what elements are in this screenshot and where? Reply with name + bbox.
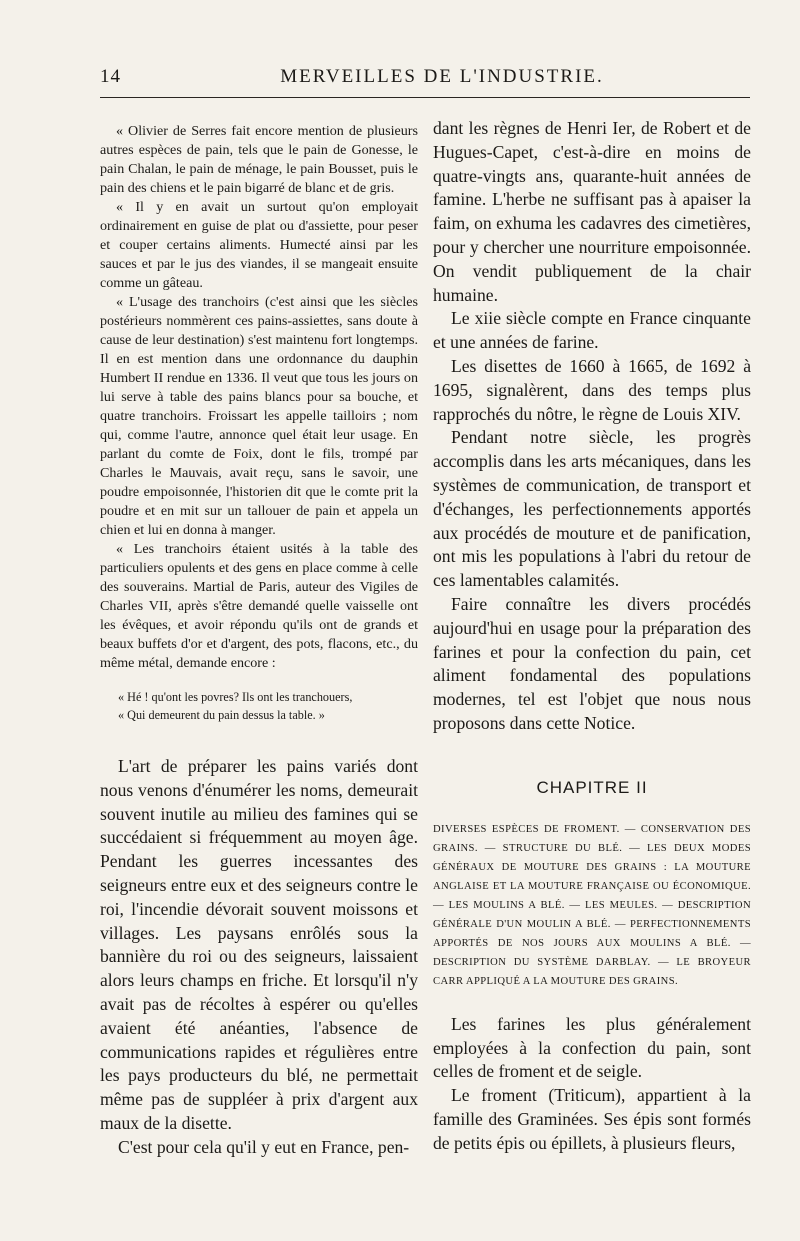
left-column bbox=[100, 122, 418, 1160]
body-text bbox=[433, 117, 751, 736]
body-paragraph: Le xiie siècle compte en France cinquante et une années de farine. bbox=[433, 308, 751, 353]
quote-paragraph: « Les tranchoirs étaient usités à la table des particuliers opulents et des gens en place comme à celle des souverains. Martial de Paris, auteur des Vigiles de Charles VII, après s'être demandé quelle vaisselle ont les évêques, et avoir répondu qu'ils ont de grands et beaux buffets d'or et d'argent, des pots, flacons, etc., du même métal, demande encore : bbox=[100, 541, 418, 671]
body-paragraph: Faire connaître les divers procédés aujourd'hui en usage pour la préparation des farines et pour la confection du pain, cet aliment fondamental des populations modernes, tel est l'objet que nous nous proposons dans cette Notice. bbox=[433, 593, 751, 733]
body-paragraph: L'art de préparer les pains variés dont nous venons d'énumérer les noms, demeurait souvent inutile au milieu des famines qui se succédaient si fréquemment au moyen âge. Pendant les guerres incessantes des seigneurs entre eux et des seigneurs contre le roi, l'incendie dévorait souvent moissons et villages. Les paysans enrôlés sous la bannière du roi ou des seigneurs, laissaient alors leurs champs en friche. Et lorsqu'il n'y avait pas de récoltes à espérer ou qu'elles avaient été anéanties, l'absence de communications rapides et régulières entre les pays producteurs du blé, ne permettait même pas de suppléer à prix d'argent aux maux de la disette. bbox=[100, 756, 418, 1133]
body-text bbox=[100, 755, 418, 1160]
chapter-title: CHAPITRE II bbox=[536, 777, 648, 797]
body-paragraph: Les disettes de 1660 à 1665, de 1692 à 1695, signalèrent, dans des temps plus rapprochés du nôtre, le règne de Louis XIV. bbox=[433, 355, 751, 424]
body-paragraph: Le froment (Triticum), appartient à la famille des Graminées. Ses épis sont formés de petits épis ou épillets, à plusieurs fleurs, bbox=[433, 1085, 751, 1153]
verse-line: « Qui demeurent du pain dessus la table. » bbox=[118, 708, 325, 722]
running-head: MERVEILLES DE L'INDUSTRIE. bbox=[280, 66, 604, 87]
body-paragraph: dant les règnes de Henri Ier, de Robert et de Hugues-Capet, c'est-à-dire en moins de quatre-vingts ans, quarante-huit années de famine. L'herbe ne suffisant pas à apaiser la faim, on exhuma les cadavres des cimetières, pour y chercher une nourriture empoisonnée. On vendit publiquement de la chair humaine. bbox=[433, 118, 751, 305]
quote-paragraph: « L'usage des tranchoirs (c'est ainsi que les siècles postérieurs nommèrent ces pains-assiettes, sans doute à cause de leur destination) s'est maintenu fort longtemps. Il en est mention dans une ordonnance du dauphin Humbert II rendue en 1336. Il veut que tous les jours on lui serve à table des pains blancs pour sa bouche, et quatre tranchoirs. Froissart les appelle tailloirs ; nom qui, comme l'autre, annonce quel était leur usage. En parlant du comte de Foix, dont le fils, trompé par Charles le Mauvais, avait reçu, sans le savoir, une poudre empoisonnée, l'historien dit que le comte prit la poudre et en mit sur un tallouer de pain et appela un chien et lui en donna à manger. bbox=[100, 294, 418, 538]
quote-paragraph: « Olivier de Serres fait encore mention de plusieurs autres espèces de pain, tels que le pain de Gonesse, le pain Chalan, le pain de ménage, le pain Bousset, puis le pain des chiens et le pain bigarré de blanc et de gris. bbox=[100, 123, 418, 196]
verse-line: « Hé ! qu'ont les povres? Ils ont les tranchouers, bbox=[118, 690, 353, 704]
right-column bbox=[433, 117, 751, 1156]
page-number: 14 bbox=[100, 66, 121, 87]
body-paragraph: Les farines les plus généralement employées à la confection du pain, sont celles de froment et de seigle. bbox=[433, 1013, 751, 1082]
header-rule bbox=[100, 97, 750, 98]
verse-quote bbox=[100, 688, 418, 724]
quoted-passage bbox=[100, 122, 418, 673]
chapter-summary: DIVERSES ESPÈCES DE FROMENT. — CONSERVATION DES GRAINS. — STRUCTURE DU BLÉ. — LES DEUX MODES GÉNÉRAUX DE MOUTURE DES GRAINS : LA MOUTURE ANGLAISE ET LA MOUTURE FRANÇAISE OU ÉCONOMIQUE. — LES MOULINS A BLÉ. — LES MEULES. — DESCRIPTION GÉNÉRALE D'UN MOULIN A BLÉ. — PERFECTIONNEMENTS APPORTÉS DE NOS JOURS AUX MOULINS A BLÉ. — DESCRIPTION DU SYSTÈME DARBLAY. — LE BROYEUR CARR APPLIQUÉ A LA MOUTURE DES GRAINS. bbox=[433, 823, 751, 987]
body-paragraph: Pendant notre siècle, les progrès accomplis dans les arts mécaniques, dans les systèmes de communication, de transport et d'échanges, les perfectionnements apportés aux procédés de mouture et de panification, ont mis les populations à l'abri du retour de ces lamentables calamités. bbox=[433, 427, 751, 591]
body-paragraph: C'est pour cela qu'il y eut en France, pen- bbox=[118, 1136, 410, 1157]
body-text bbox=[433, 1013, 751, 1156]
quote-paragraph: « Il y en avait un surtout qu'on employait ordinairement en guise de plat ou d'assiette, pour peser et couper certains aliments. Humecté ainsi par les sauces et par le jus des viandes, il se mangeait ensuite comme un gâteau. bbox=[100, 199, 418, 291]
